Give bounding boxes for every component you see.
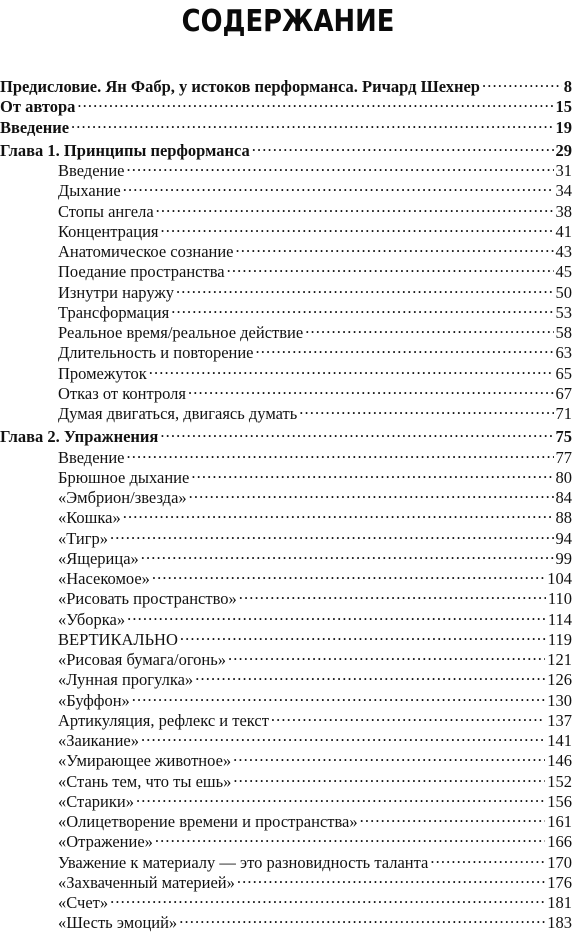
dot-leader bbox=[152, 564, 545, 584]
dot-leader bbox=[123, 176, 554, 196]
toc-entry-label: «Буффон» bbox=[58, 690, 130, 710]
dot-leader bbox=[191, 463, 553, 483]
dot-leader bbox=[156, 197, 554, 217]
dot-leader bbox=[189, 483, 554, 503]
toc-entry-label: «Ящерица» bbox=[58, 548, 139, 568]
dot-leader bbox=[141, 544, 554, 564]
dot-leader bbox=[171, 298, 553, 318]
toc-entry-label: «Насекомое» bbox=[58, 569, 150, 588]
toc-entry-label: «Счет» bbox=[58, 893, 109, 912]
dot-leader bbox=[127, 605, 546, 625]
dot-leader bbox=[430, 848, 545, 868]
dot-leader bbox=[141, 726, 545, 746]
toc-page-number: 161 bbox=[547, 812, 572, 831]
dot-leader bbox=[77, 92, 553, 112]
toc-entry-label: «Заикание» bbox=[58, 731, 139, 750]
toc-page-number: 63 bbox=[555, 343, 572, 363]
dot-leader bbox=[236, 237, 554, 257]
toc-page-number: 110 bbox=[547, 589, 572, 609]
dot-leader bbox=[132, 686, 545, 706]
toc-entry[interactable] bbox=[0, 72, 572, 96]
dot-leader bbox=[127, 156, 554, 176]
toc-page-number: 53 bbox=[555, 302, 572, 322]
toc-page-number: 166 bbox=[547, 832, 572, 852]
toc-entry-label: Промежуток bbox=[58, 363, 147, 383]
dot-leader bbox=[252, 136, 554, 156]
toc-entry[interactable] bbox=[0, 92, 572, 117]
dot-leader bbox=[227, 257, 554, 277]
table-of-contents bbox=[0, 72, 572, 933]
toc-entry-label: Предисловие. Ян Фабр, у истоков перформанса. Ричард Шехнер bbox=[0, 77, 480, 96]
dot-leader bbox=[110, 524, 553, 544]
toc-entry-label: «Рисовать пространство» bbox=[58, 589, 237, 609]
toc-entry-label: «Отражение» bbox=[58, 832, 153, 852]
toc-entry-label: Введение bbox=[58, 161, 125, 180]
toc-entry-label: ВЕРТИКАЛЬНО bbox=[58, 629, 178, 649]
dot-leader bbox=[136, 787, 545, 807]
dot-leader bbox=[155, 827, 545, 847]
toc-entry-label: «Тигр» bbox=[58, 528, 109, 548]
toc-page-number: 176 bbox=[547, 872, 572, 892]
toc-chapter-entry[interactable] bbox=[0, 136, 572, 160]
toc-page-number: 19 bbox=[555, 117, 572, 137]
toc-page-number: 43 bbox=[555, 242, 572, 261]
toc-entry-label: Введение bbox=[0, 117, 70, 137]
dot-leader bbox=[110, 888, 545, 908]
toc-page-number: 130 bbox=[547, 690, 572, 710]
dot-leader bbox=[127, 443, 554, 463]
toc-entry-label: Концентрация bbox=[58, 221, 159, 241]
toc-page-number: 181 bbox=[547, 893, 572, 912]
dot-leader bbox=[179, 908, 545, 928]
dot-leader bbox=[149, 359, 554, 379]
toc-page-number: 34 bbox=[555, 181, 572, 201]
dot-leader bbox=[123, 503, 554, 523]
dot-leader bbox=[271, 706, 545, 726]
toc-entry-label: Артикуляция, рефлекс и текст bbox=[58, 710, 269, 730]
toc-entry-label: Глава 2. Упражнения bbox=[0, 427, 159, 447]
toc-entry-label: Длительность и повторение bbox=[58, 343, 254, 363]
dot-leader bbox=[195, 665, 545, 685]
toc-entry-label: Введение bbox=[58, 447, 125, 467]
page-title: СОДЕРЖАНИЕ bbox=[181, 4, 395, 39]
toc-entry-label: «Кошка» bbox=[58, 508, 121, 528]
toc-page-number: 29 bbox=[555, 140, 572, 160]
toc-page-number: 67 bbox=[555, 383, 572, 403]
toc-page-number: 71 bbox=[555, 404, 572, 423]
toc-entry-label: Думая двигаться, двигаясь думать bbox=[58, 404, 298, 423]
toc-entry-label: «Рисовая бумага/огонь» bbox=[58, 650, 227, 669]
toc-chapter-entry[interactable] bbox=[0, 422, 572, 447]
toc-page-number: 126 bbox=[547, 670, 572, 690]
toc-page-number: 88 bbox=[555, 508, 572, 528]
toc-page-number: 146 bbox=[547, 751, 572, 771]
toc-entry-label: Анатомическое сознание bbox=[58, 242, 234, 261]
toc-entry-label: «Старики» bbox=[58, 791, 134, 811]
dot-leader bbox=[160, 422, 553, 442]
dot-leader bbox=[233, 767, 545, 787]
dot-leader bbox=[237, 868, 545, 888]
toc-entry[interactable] bbox=[0, 113, 572, 137]
dot-leader bbox=[160, 217, 553, 237]
toc-entry-label: «Шесть эмоций» bbox=[58, 913, 178, 933]
toc-page-number: 15 bbox=[555, 97, 572, 117]
toc-entry-label: От автора bbox=[0, 97, 76, 117]
dot-leader bbox=[239, 584, 546, 604]
toc-entry-label: «Олицетворение времени и пространства» bbox=[58, 812, 358, 831]
toc-page-number: 170 bbox=[547, 852, 572, 872]
toc-page-number: 183 bbox=[547, 913, 572, 933]
dot-leader bbox=[233, 746, 545, 766]
toc-page-number: 114 bbox=[547, 609, 572, 629]
toc-page-number: 104 bbox=[547, 569, 572, 588]
toc-page-number: 8 bbox=[563, 77, 572, 96]
toc-entry-label: «Стань тем, что ты ешь» bbox=[58, 771, 232, 791]
toc-page-number: 99 bbox=[555, 548, 572, 568]
dot-leader bbox=[188, 379, 553, 399]
dot-leader bbox=[360, 807, 546, 827]
toc-entry-label: Трансформация bbox=[58, 302, 170, 322]
toc-entry-label: Уважение к материалу — это разновидность таланта bbox=[58, 852, 429, 872]
toc-entry-label: «Умирающее животное» bbox=[58, 751, 232, 771]
toc-entry-label: Глава 1. Принципы перформанса bbox=[0, 140, 250, 160]
toc-page-number: 80 bbox=[555, 467, 572, 487]
toc-entry-label: Стопы ангела bbox=[58, 201, 154, 221]
toc-page-number: 152 bbox=[547, 771, 572, 791]
toc-entry-label: «Уборка» bbox=[58, 609, 126, 629]
toc-page-number: 65 bbox=[555, 363, 572, 383]
toc-page-number: 50 bbox=[555, 282, 572, 302]
toc-page-number: 58 bbox=[555, 323, 572, 342]
toc-entry-label: Брюшное дыхание bbox=[58, 467, 190, 487]
dot-leader bbox=[256, 338, 554, 358]
toc-page-number: 75 bbox=[555, 427, 572, 447]
dot-leader bbox=[228, 645, 545, 665]
toc-page-number: 38 bbox=[555, 201, 572, 221]
toc-page-number: 141 bbox=[547, 731, 572, 750]
dot-leader bbox=[180, 625, 546, 645]
dot-leader bbox=[176, 278, 554, 298]
dot-leader bbox=[71, 113, 553, 133]
toc-entry-label: «Лунная прогулка» bbox=[58, 670, 194, 690]
toc-entry-label: «Захваченный материей» bbox=[58, 872, 235, 892]
toc-entry-label: Отказ от контроля bbox=[58, 383, 187, 403]
toc-page-number: 45 bbox=[555, 262, 572, 282]
toc-page-number: 94 bbox=[555, 528, 572, 548]
toc-page-number: 156 bbox=[547, 791, 572, 811]
toc-page-number: 121 bbox=[547, 650, 572, 669]
toc-entry-label: Дыхание bbox=[58, 181, 121, 201]
toc-page-number: 41 bbox=[555, 221, 572, 241]
toc-entry-label: «Эмбрион/звезда» bbox=[58, 488, 187, 507]
dot-leader bbox=[299, 399, 553, 419]
dot-leader bbox=[305, 318, 553, 338]
toc-entry-label: Изнутри наружу bbox=[58, 282, 174, 302]
toc-entry-label: Поедание пространства bbox=[58, 262, 225, 282]
dot-leader bbox=[482, 72, 562, 92]
toc-entry-label: Реальное время/реальное действие bbox=[58, 323, 304, 342]
toc-page-number: 137 bbox=[547, 710, 572, 730]
toc-page-number: 119 bbox=[547, 629, 572, 649]
toc-page-number: 84 bbox=[555, 488, 572, 507]
toc-page-number: 77 bbox=[555, 447, 572, 467]
toc-page-number: 31 bbox=[555, 161, 572, 180]
